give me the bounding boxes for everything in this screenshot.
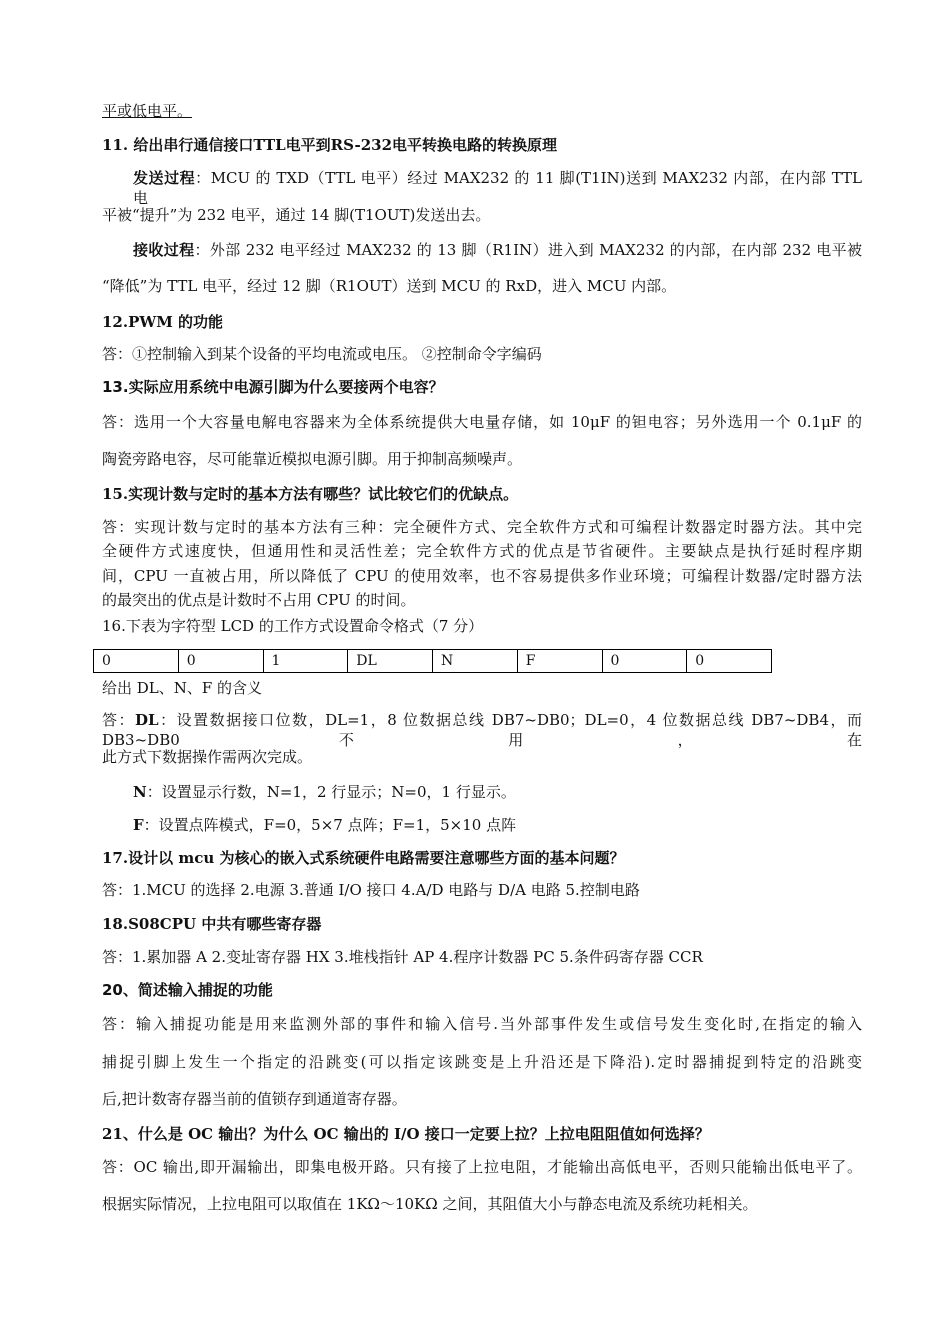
answer-15-line-3: 间，CPU 一直被占用，所以降低了 CPU 的使用效率，也不容易提供多作业环境；可编程计数器/定时器方法	[102, 567, 862, 585]
question-20-heading: 20、简述输入捕捉的功能	[102, 981, 273, 999]
send-process-label: 发送过程	[133, 169, 196, 187]
table-cell: 0	[602, 650, 687, 673]
send-process-line	[133, 168, 862, 208]
f-text: ：设置点阵模式，F=0，5×7 点阵；F=1，5×10 点阵	[143, 816, 517, 834]
receive-process-label: 接收过程	[133, 241, 195, 259]
table-cell: N	[433, 650, 518, 673]
answer-16-n-line	[133, 782, 862, 802]
question-16-subtext: 给出 DL、N、F 的含义	[102, 679, 263, 697]
answer-16-dl-line	[102, 710, 862, 750]
table-cell: F	[517, 650, 602, 673]
answer-21-line-2: 根据实际情况，上拉电阻可以取值在 1KΩ～10KΩ 之间，其阻值大小与静态电流及系统功耗相关。	[102, 1195, 758, 1213]
question-12-heading: 12.PWM 的功能	[102, 313, 224, 331]
question-17-heading: 17.设计以 mcu 为核心的嵌入式系统硬件电路需要注意哪些方面的基本问题？	[102, 849, 625, 867]
answer-prefix: 答：	[102, 711, 136, 729]
answer-15-line-2: 全硬件方式速度快，但通用性和灵活性差；完全软件方式的优点是节省硬件。主要缺点是执行延时程序期	[102, 542, 862, 560]
send-process-line-2: 平被“提升”为 232 电平，通过 14 脚(T1OUT)发送出去。	[102, 206, 491, 224]
question-15-heading: 15.实现计数与定时的基本方法有哪些？试比较它们的优缺点。	[102, 485, 519, 503]
answer-20-line-2: 捕捉引脚上发生一个指定的沿跳变(可以指定该跳变是上升沿还是下降沿).定时器捕捉到特定的沿跳变	[102, 1053, 862, 1071]
receive-process-line-2: “降低”为 TTL 电平，经过 12 脚（R1OUT）送到 MCU 的 RxD，进入 MCU 内部。	[102, 277, 677, 295]
lcd-command-table	[93, 649, 772, 673]
answer-21-line-1: 答：OC 输出,即开漏输出，即集电极开路。只有接了上拉电阻，才能输出高低电平，否则只能输出低电平了。	[102, 1158, 862, 1176]
answer-15-line-4: 的最突出的优点是计数时不占用 CPU 的时间。	[102, 591, 416, 609]
f-label: F	[133, 816, 144, 834]
answer-20-line-3: 后,把计数寄存器当前的值锁存到通道寄存器。	[102, 1090, 407, 1108]
answer-17: 答：1.MCU 的选择 2.电源 3.普通 I/O 接口 4.A/D 电路与 D/A 电路 5.控制电路	[102, 881, 640, 899]
table-cell: 0	[178, 650, 263, 673]
answer-18: 答：1.累加器 A 2.变址寄存器 HX 3.堆栈指针 AP 4.程序计数器 PC 5.条件码寄存器 CCR	[102, 948, 703, 966]
n-label: N	[133, 783, 147, 801]
question-18-heading: 18.S08CPU 中共有哪些寄存器	[102, 915, 322, 933]
answer-16-f-line	[133, 815, 862, 835]
table-row	[94, 650, 772, 673]
table-cell: 0	[94, 650, 179, 673]
paragraph-continuation: 平或低电平。	[102, 102, 193, 120]
answer-20-line-1: 答：输入捕捉功能是用来监测外部的事件和输入信号.当外部事件发生或信号发生变化时,在指定的输入	[102, 1015, 862, 1033]
answer-13-line-1: 答：选用一个大容量电解电容器来为全体系统提供大电量存储，如 10μF 的钽电容；另外选用一个 0.1μF 的	[102, 413, 862, 431]
question-11-heading: 11. 给出串行通信接口TTL电平到RS-232电平转换电路的转换原理	[102, 136, 558, 154]
table-cell: 1	[263, 650, 348, 673]
n-text: ：设置显示行数，N=1，2 行显示；N=0，1 行显示。	[146, 783, 516, 801]
answer-15-line-1: 答：实现计数与定时的基本方法有三种：完全硬件方式、完全软件方式和可编程计数器定时器方法。其中完	[102, 518, 862, 536]
question-13-heading: 13.实际应用系统中电源引脚为什么要接两个电容？	[102, 378, 444, 396]
question-21-heading: 21、什么是 OC 输出？为什么 OC 输出的 I/O 接口一定要上拉？上拉电阻阻值如何选择？	[102, 1125, 710, 1143]
answer-12: 答：①控制输入到某个设备的平均电流或电压。 ②控制命令字编码	[102, 345, 542, 363]
answer-16-dl-line-2: 此方式下数据操作需两次完成。	[102, 748, 313, 766]
receive-process-text: ：外部 232 电平经过 MAX232 的 13 脚（R1IN）进入到 MAX232 的内部，在内部 232 电平被	[194, 241, 862, 259]
question-16-heading: 16.下表为字符型 LCD 的工作方式设置命令格式（7 分）	[102, 617, 484, 635]
receive-process-line	[133, 240, 862, 260]
answer-13-line-2: 陶瓷旁路电容，尽可能靠近模拟电源引脚。用于抑制高频噪声。	[102, 450, 523, 468]
table-cell: 0	[687, 650, 772, 673]
send-process-text: ：MCU 的 TXD（TTL 电平）经过 MAX232 的 11 脚(T1IN)送到 MAX232 内部，在内部 TTL 电	[133, 169, 862, 207]
dl-text: ：设置数据接口位数，DL=1，8 位数据总线 DB7~DB0；DL=0，4 位数据总线 DB7~DB4，而 DB3~DB0 不用，在	[102, 711, 862, 749]
table-cell: DL	[348, 650, 433, 673]
dl-label: DL	[135, 711, 159, 729]
